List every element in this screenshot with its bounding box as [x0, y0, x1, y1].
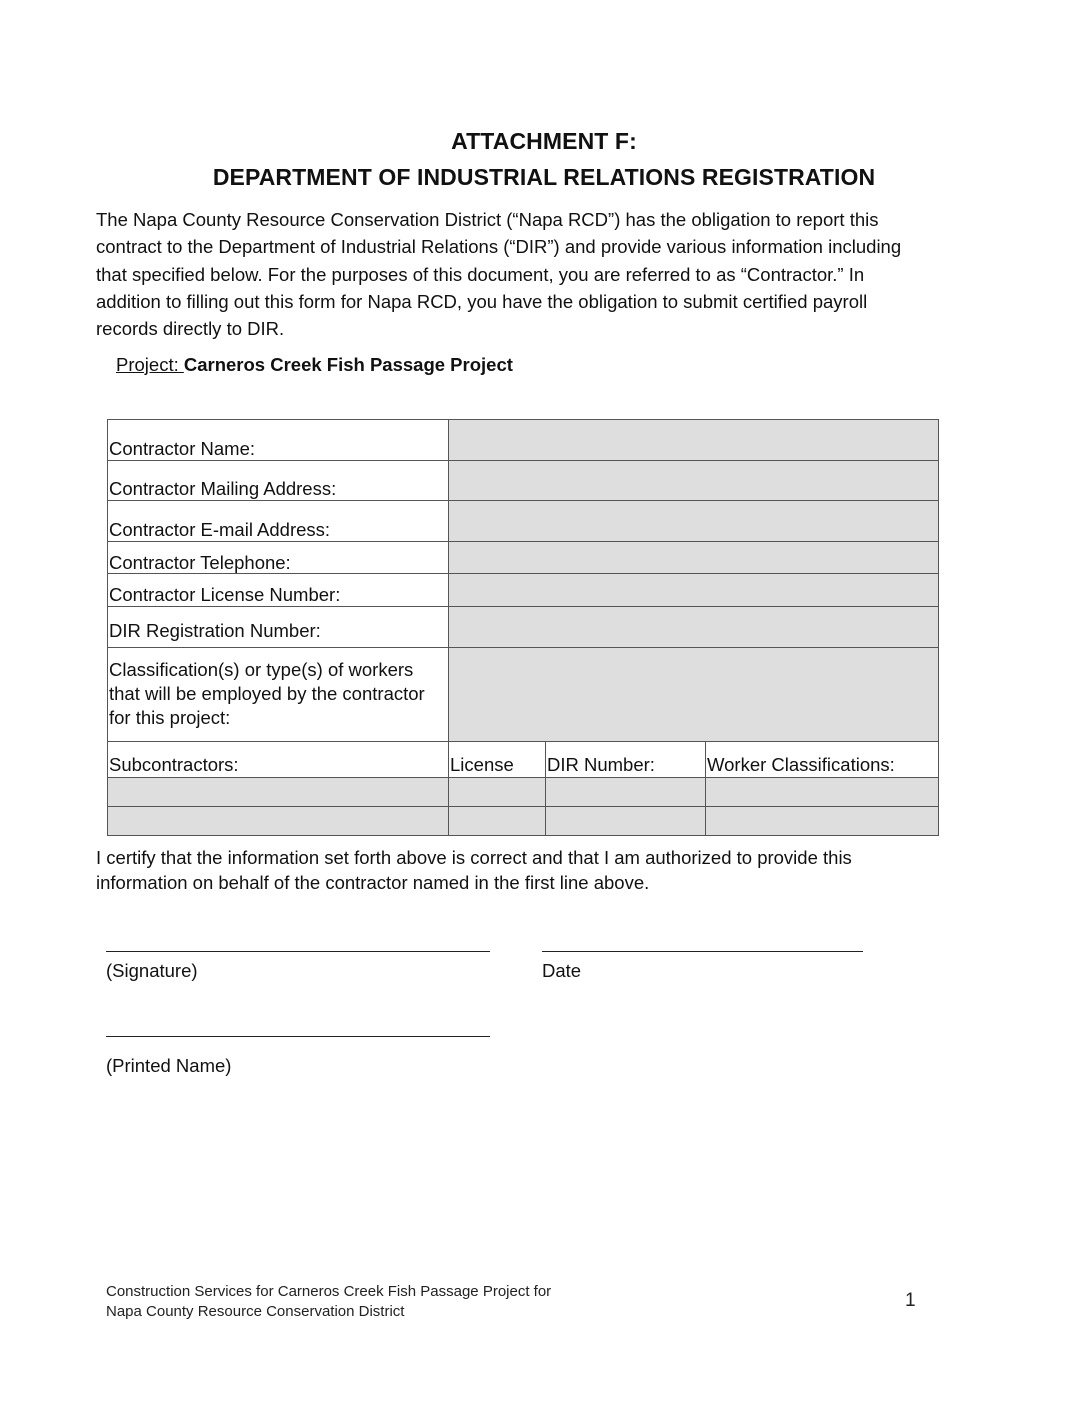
intro-line: records directly to DIR.: [96, 318, 285, 340]
page-number: 1: [905, 1290, 916, 1311]
subcontractor-classifications-cell[interactable]: [706, 807, 939, 836]
form-row: [108, 501, 939, 542]
subcontractor-name-cell[interactable]: [108, 807, 449, 836]
form-row: [108, 461, 939, 501]
certification-statement: [96, 846, 996, 895]
footer-line: Napa County Resource Conservation District: [106, 1303, 405, 1320]
date-line[interactable]: [542, 951, 863, 952]
intro-line: addition to filling out this form for Napa RCD, you have the obligation to submit certified payroll: [96, 290, 868, 312]
contractor-telephone-label: Contractor Telephone:: [108, 542, 449, 574]
worker-classifications-field[interactable]: [449, 648, 939, 742]
subcontractor-header-row: [108, 742, 939, 778]
subcontractor-license-cell[interactable]: [449, 778, 546, 807]
footer-line: Construction Services for Carneros Creek Fish Passage Project for: [106, 1283, 552, 1300]
contractor-license-number-field[interactable]: [449, 574, 939, 607]
contractor-form-table: [107, 419, 939, 836]
page-footer: [106, 1282, 551, 1322]
contractor-license-number-label: Contractor License Number:: [108, 574, 449, 607]
intro-paragraph: [96, 206, 996, 342]
date-label: Date: [542, 960, 582, 981]
form-row: [108, 648, 939, 742]
contractor-mailing-address-label: Contractor Mailing Address:: [108, 461, 449, 501]
dir-registration-number-field[interactable]: [449, 607, 939, 648]
subcontractor-dir-number-cell[interactable]: [546, 778, 706, 807]
intro-line: contract to the Department of Industrial Relations (“DIR”) and provide various information including: [96, 236, 902, 258]
form-row: [108, 574, 939, 607]
intro-line: that specified below. For the purposes of this document, you are referred to as “Contractor.” In: [96, 263, 865, 285]
intro-line: The Napa County Resource Conservation District (“Napa RCD”) has the obligation to report this: [96, 209, 879, 230]
subcontractors-header: Subcontractors:: [108, 742, 449, 778]
subcontractor-classifications-cell[interactable]: [706, 778, 939, 807]
subcontractor-name-cell[interactable]: [108, 778, 449, 807]
project-line: [116, 354, 513, 376]
contractor-email-label: Contractor E-mail Address:: [108, 501, 449, 542]
document-title: ATTACHMENT F:: [451, 128, 637, 154]
form-row: [108, 542, 939, 574]
form-row: [108, 607, 939, 648]
subcontractor-row: [108, 778, 939, 807]
signature-line[interactable]: [106, 951, 490, 952]
subcontractor-dir-number-cell[interactable]: [546, 807, 706, 836]
contractor-name-field[interactable]: [449, 420, 939, 461]
dir-registration-number-label: DIR Registration Number:: [108, 607, 449, 648]
signature-label: (Signature): [106, 960, 198, 981]
document-subtitle: DEPARTMENT OF INDUSTRIAL RELATIONS REGISTRATION: [212, 164, 876, 190]
certification-line: I certify that the information set forth above is correct and that I am authorized to provide this: [96, 847, 852, 868]
contractor-email-field[interactable]: [449, 501, 939, 542]
dir-number-header: DIR Number:: [546, 742, 706, 778]
printed-name-line[interactable]: [106, 1036, 490, 1037]
certification-line: information on behalf of the contractor named in the first line above.: [96, 871, 650, 893]
license-header: License: [449, 742, 546, 778]
printed-name-label: (Printed Name): [106, 1055, 232, 1076]
worker-classifications-header: Worker Classifications:: [706, 742, 939, 778]
project-label: Project:: [116, 354, 184, 375]
subcontractor-license-cell[interactable]: [449, 807, 546, 836]
worker-classifications-label: Classification(s) or type(s) of workers that will be employed by the contractor for this project:: [108, 648, 449, 742]
contractor-telephone-field[interactable]: [449, 542, 939, 574]
contractor-name-label: Contractor Name:: [108, 420, 449, 461]
project-name: Carneros Creek Fish Passage Project: [183, 354, 513, 375]
form-row: [108, 420, 939, 461]
subcontractor-row: [108, 807, 939, 836]
contractor-mailing-address-field[interactable]: [449, 461, 939, 501]
